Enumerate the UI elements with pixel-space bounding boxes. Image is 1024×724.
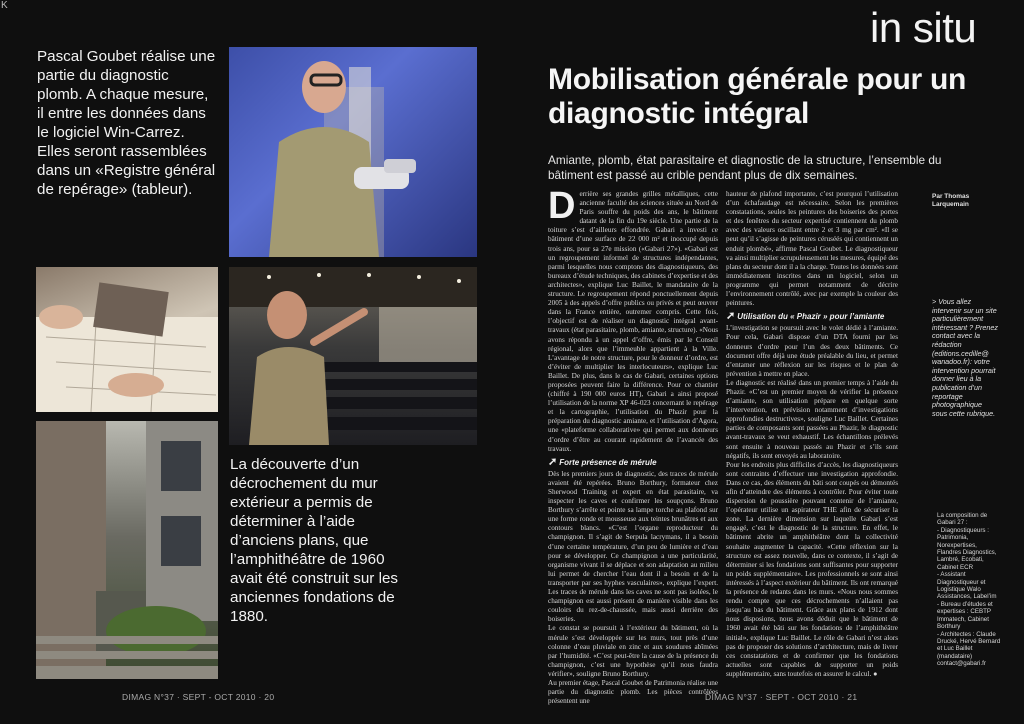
corner-mark: K	[1, 0, 8, 11]
article-column-2	[726, 190, 898, 679]
paragraph: Le constat se poursuit à l’extérieur du bâtiment, où la mérule s’est développée sur les murs, tout près d’une colonne d’eau pluviale en zinc et aux soudures abîmées par l’humidité. «C’est peut-être la cause de la présence du champignon, c’est une hypothèse qu’il nous faudra vérifier», souligne Bruno Borthury.	[548, 624, 718, 678]
arrow-icon: ➚	[726, 310, 736, 323]
paragraph: Dès les premiers jours de diagnostic, des traces de mérule avaient été repérées. Bruno Borthury, formateur chez Sherwood Training et expert en état parasitaire, va inspecter les caves et confirmer les soupçons. Bruno Borthury s’arrête et pointe sa lampe torche au plafond sur une forme ronde et mousseuse aux teintes brunâtres et aux contours blancs. «C’est l’organe reproducteur du champignon. Il s’agit de Serpula lacrymans, il a besoin d’une certaine température, d’un peu de lumière et d’eau pour se développer. Ce champignon a une particularité, organisme vivant il se déplace et son adaptation au milieu lui permet de chercher l’eau dont il a besoin et de la transporter par ses hyphes vasculaires», explique l’expert. Les traces de mérule dans les caves ne sont pas isolées, le champignon est aussi présent de manière visible dans les couloirs du rez-de-chaussée, mais aussi derrière des boiseries.	[548, 469, 718, 624]
paragraph: errière ses grandes grilles métalliques, cette ancienne faculté des sciences située au Nord de Paris souffre du poids des ans, le bâtiment datant de la fin du 19e siècle. Une partie de la toiture s’est d’ailleurs effondrée. Gabari a investi ce bâtiment d’une surface de 22 000 m² et inoccupé depuis trois ans, pour sa 27e mission («Gabari 27»). «Gabari est un regroupement informel de structures indépendantes, parmi lesquelles nous comptons des diagnostiqueurs, des bureaux d’étude techniques, des cabinets d’expertise et des architectes», explique Luc Baillet, le mandataire de la structure. Le regroupement répond ponctuellement depuis 2005 à des appels d’offre publics ou privés et peut œuvrer dans la France entière, outremer compris. Cette fois, l’objectif est de réaliser un diagnostic intégral avant-travaux (état parasitaire, plomb, amiante, structure). «Nous avons répondu à un appel d’offre, émis par le Conseil régional, alors que l’immeuble appartient à la Ville. L’avantage de notre structure, pour le donneur d’ordre, est d’éviter de multiplier les interlocuteurs», explique Luc Baillet. De plus, dans le cas de Gabari, certaines options proposées peuvent faire la différence. Pour ce chantier (chiffré à 190 000 euros HT), Gabari a ainsi proposé l’utilisation de la norme XP 46-023 concernant le repérage et la cartographie, l’utilisation du Phazir pour la préparation du diagnostic amiante, et l’utilisation d’Agora, une «plateforme collaborative» qui permet aux donneurs d’ordre d’être au courant rapidement de l’avancée des travaux.	[548, 190, 718, 453]
footer-brand: DIMAG N°37	[122, 692, 175, 702]
photo-exterior-wall	[36, 421, 218, 679]
footer-page-number: 20	[264, 692, 275, 702]
footer-page-number: 21	[847, 692, 858, 702]
footer-right	[705, 692, 857, 702]
footer-left	[122, 692, 274, 702]
subheading-merule	[548, 455, 718, 468]
paragraph: L’investigation se poursuit avec le volet dédié à l’amiante. Pour cela, Gabari dispose d’un DTA fourni par les donneurs d’ordre pour l’un des deux bâtiments. Ce document offre déjà une étude préalable du lieu, et permet d’entamer une réflexion sur les risques et le plan de prévention à mettre en place.	[726, 324, 898, 378]
section-label: in situ	[870, 4, 977, 51]
footer-date: · SEPT - OCT 2010 ·	[757, 692, 848, 702]
footer-date: · SEPT - OCT 2010 ·	[174, 692, 265, 702]
article-title: Mobilisation générale pour un diagnostic intégral	[548, 63, 966, 130]
article-standfirst: Amiante, plomb, état parasitaire et diagnostic de la structure, l’ensemble du bâtiment est passé au crible pendant plus de dix semaines.	[548, 153, 942, 182]
footer-brand: DIMAG N°37	[705, 692, 758, 702]
article-column-1	[548, 185, 718, 706]
photo-caption-top: Pascal Goubet réalise une partie du diagnostic plomb. A chaque mesure, il entre les données dans le logiciel Win-Carrez. Elles seront rassemblées dans un «Registre général de repérage» (tableur).	[37, 48, 216, 198]
paragraph: hauteur de plafond importante, c’est pourquoi l’utilisation d’un échafaudage est nécessaire. Selon les premières constatations, seules les peintures des boiseries des portes et des fenêtres du secteur expertisé contiennent du plomb avec des valeurs oscillant entre 2 et 3 mg par cm². «Il se peut qu’il s’agisse de peintures céruséés qui contiennent un enduit plombé», affirme Pascal Goubet. Le diagnostiqueur va ainsi multiplier scrupuleusement les mesures, équipé des plans du secteur dont il a la charge. Toutes les données sont immédiatement inscrites dans un logiciel, selon un programme qui permet notamment de décrire l’environnement contrôlé, avec par exemple la couleur des peintures.	[726, 190, 898, 308]
subheading-text: Utilisation du « Phazir » pour l’amiante	[737, 312, 885, 322]
sidebar-note: > Vous allez intervenir sur un site particulièrement intéressant ? Prenez contact avec la rédaction (editions.cedille@ wanadoo.fr): votre intervention pourrait donner lieu à la publication d’un reportage photographique sous cette rubrique.	[932, 297, 998, 418]
paragraph: Le diagnostic est réalisé dans un premier temps à l’aide du Phazir. «C’est un premier moyen de vérifier la présence d’amiante, son utilisation prépare en quelque sorte l’intervention, en prévision notamment d’investigations approfondies destructives», souligne Luc Baillet. Certaines parties de composants sont passées au Phazir, le diagnostic avant-travaux se veut exhaustif. Les échantillons prélevés sont ensuite à nouveau passés au Phazir et s’ils sont négatifs, ils sont envoyés au laboratoire.	[726, 378, 898, 460]
paragraph: Pour les endroits plus difficiles d’accès, les diagnostiqueurs sont contraints d’effectuer une investigation approfondie. Dans ce cas, des éléments du bâti sont coupés ou démontés afin d’atteindre des éléments à contrôler. Pour éviter toute dispersion de poussière pouvant contenir de l’amiante, l’opérateur utilise un aspirateur THE afin de sécuriser la zone. La dernière dimension sur laquelle Gabari s’est engagé, c’est le diagnostic de la structure. En effet, le bâtiment abrite un amphithéâtre dont la collectivité souhaite augmenter la capacité. «Cette réflexion sur la structure est assez nouvelle, dans ce contexte, il s’agit de déterminer si les fondations sont suffisantes pour supporter un poids supplémentaire». Les professionnels se sont ainsi intéressés à l’aspect extérieur du bâtiment. Ils ont remarqué la présence de redants dans les murs. «Nous nous sommes rendu compte que ces décrochements n’allaient pas jusqu’au bas du bâtiment. Grâce aux plans de 1912 dont nous disposions, nous avons déduit que le bâtiment de 1960 avait été bâti sur les fondations de l’amphithéâtre initial», explique Luc Baillet. Le rôle de Gabari n’est alors pas de proposer des solutions d’architecture, mais de livrer ces constatations et de confirmer que les fondations actuelles sont capables de supporter un poids supplémentaire, sans toutefois en assurer le calcul. ●	[726, 460, 898, 678]
subheading-phazir	[726, 312, 898, 321]
paragraph: Au premier étage, Pascal Goubet de Patrimonia réalise une partie du diagnostic plomb. Les pièces contrôlées présentent une	[548, 678, 718, 706]
arrow-icon: ➚	[548, 455, 558, 468]
photo-plans-on-table	[36, 267, 218, 412]
photo-diagnostician-lead-measure	[229, 47, 477, 257]
photo-caption-bottom: La découverte d’un décrochement du mur extérieur a permis de déterminer à l’aide d’anciens plans, que l’amphithéâtre de 1960 avait été construit sur les anciennes fondations de 1880.	[230, 456, 398, 625]
team-composition: La composition de Gabari 27 : - Diagnostiqueurs : Patrimonia, Norexpertises, Flandres Diagnostics, Lambré, Ecobati, Cabinet ECR - Assistant Diagnostiqueur et Logistique Walo Assistances, Label’im - Bureau d’études et expertises : CEBTP Immatech, Cabinet Borthury - Architectes : Claude Drucké, Hervé Bernard et Luc Baillet (mandataire) contact@gabari.fr	[937, 512, 1001, 668]
drop-cap: D	[548, 185, 576, 227]
byline: Par Thomas Larquemain	[932, 193, 970, 208]
photo-amphitheatre	[229, 267, 477, 445]
subheading-text: Forte présence de mérule	[559, 457, 657, 467]
